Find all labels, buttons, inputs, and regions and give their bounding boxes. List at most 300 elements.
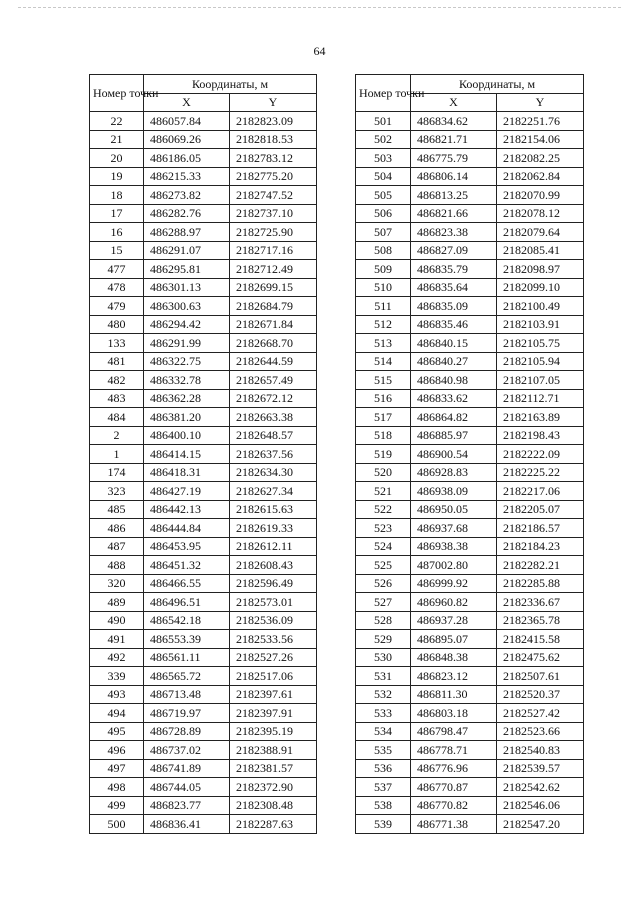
y-coordinate-cell: 2182663.38 — [230, 408, 317, 427]
y-coordinate-cell: 2182222.09 — [497, 445, 584, 464]
point-number-cell: 505 — [356, 186, 411, 205]
point-number-cell: 499 — [90, 796, 144, 815]
y-coordinate-cell: 2182251.76 — [497, 112, 584, 131]
x-coordinate-cell: 486770.87 — [411, 778, 497, 797]
y-coordinate-cell: 2182082.25 — [497, 149, 584, 168]
table-row — [356, 315, 584, 334]
point-number-cell: 323 — [90, 482, 144, 501]
x-coordinate-cell: 486938.09 — [411, 482, 497, 501]
y-coordinate-cell: 2182381.57 — [230, 759, 317, 778]
x-coordinate-cell: 486300.63 — [144, 297, 230, 316]
table-row — [356, 500, 584, 519]
x-coordinate-cell: 486444.84 — [144, 519, 230, 538]
x-coordinate-cell: 486864.82 — [411, 408, 497, 427]
y-coordinate-cell: 2182163.89 — [497, 408, 584, 427]
table-row — [356, 426, 584, 445]
table-row — [356, 648, 584, 667]
y-coordinate-cell: 2182282.21 — [497, 556, 584, 575]
table-row — [356, 352, 584, 371]
y-coordinate-cell: 2182717.16 — [230, 241, 317, 260]
x-coordinate-cell: 486542.18 — [144, 611, 230, 630]
table-row — [90, 204, 317, 223]
point-number-cell: 501 — [356, 112, 411, 131]
x-coordinate-cell: 486294.42 — [144, 315, 230, 334]
table-row — [356, 130, 584, 149]
table-row — [356, 630, 584, 649]
y-coordinate-cell: 2182608.43 — [230, 556, 317, 575]
x-coordinate-cell: 486414.15 — [144, 445, 230, 464]
table-row — [90, 408, 317, 427]
header-coordinates: Координаты, м — [411, 75, 584, 94]
table-row — [356, 167, 584, 186]
table-row — [90, 315, 317, 334]
table-row — [90, 759, 317, 778]
x-coordinate-cell: 486057.84 — [144, 112, 230, 131]
table-row — [90, 500, 317, 519]
x-coordinate-cell: 486811.30 — [411, 685, 497, 704]
table-row — [356, 537, 584, 556]
table-row — [356, 186, 584, 205]
header-y: Y — [497, 93, 584, 112]
x-coordinate-cell: 486332.78 — [144, 371, 230, 390]
point-number-cell: 538 — [356, 796, 411, 815]
header-point-number: Номер точки — [90, 75, 144, 112]
x-coordinate-cell: 486835.09 — [411, 297, 497, 316]
table-row — [356, 519, 584, 538]
table-row — [356, 297, 584, 316]
y-coordinate-cell: 2182612.11 — [230, 537, 317, 556]
y-coordinate-cell: 2182527.42 — [497, 704, 584, 723]
point-number-cell: 477 — [90, 260, 144, 279]
x-coordinate-cell: 486561.11 — [144, 648, 230, 667]
point-number-cell: 530 — [356, 648, 411, 667]
y-coordinate-cell: 2182070.99 — [497, 186, 584, 205]
point-number-cell: 513 — [356, 334, 411, 353]
point-number-cell: 2 — [90, 426, 144, 445]
y-coordinate-cell: 2182657.49 — [230, 371, 317, 390]
x-coordinate-cell: 486291.99 — [144, 334, 230, 353]
x-coordinate-cell: 486821.71 — [411, 130, 497, 149]
point-number-cell: 19 — [90, 167, 144, 186]
point-number-cell: 494 — [90, 704, 144, 723]
table-row — [356, 685, 584, 704]
point-number-cell: 490 — [90, 611, 144, 630]
y-coordinate-cell: 2182648.57 — [230, 426, 317, 445]
point-number-cell: 506 — [356, 204, 411, 223]
x-coordinate-cell: 486776.96 — [411, 759, 497, 778]
table-body — [90, 112, 317, 834]
table-row — [90, 815, 317, 834]
table-row — [90, 796, 317, 815]
point-number-cell: 528 — [356, 611, 411, 630]
y-coordinate-cell: 2182520.37 — [497, 685, 584, 704]
coordinates-table-right — [355, 74, 584, 834]
y-coordinate-cell: 2182103.91 — [497, 315, 584, 334]
x-coordinate-cell: 486713.48 — [144, 685, 230, 704]
y-coordinate-cell: 2182725.90 — [230, 223, 317, 242]
y-coordinate-cell: 2182062.84 — [497, 167, 584, 186]
x-coordinate-cell: 486813.25 — [411, 186, 497, 205]
point-number-cell: 539 — [356, 815, 411, 834]
point-number-cell: 484 — [90, 408, 144, 427]
y-coordinate-cell: 2182619.33 — [230, 519, 317, 538]
table-row — [356, 556, 584, 575]
table-row — [356, 741, 584, 760]
header-y: Y — [230, 93, 317, 112]
table-row — [90, 334, 317, 353]
header-point-number: Номер точки — [356, 75, 411, 112]
y-coordinate-cell: 2182225.22 — [497, 463, 584, 482]
point-number-cell: 536 — [356, 759, 411, 778]
table-row — [90, 112, 317, 131]
x-coordinate-cell: 486937.68 — [411, 519, 497, 538]
x-coordinate-cell: 486823.77 — [144, 796, 230, 815]
y-coordinate-cell: 2182107.05 — [497, 371, 584, 390]
y-coordinate-cell: 2182672.12 — [230, 389, 317, 408]
point-number-cell: 482 — [90, 371, 144, 390]
x-coordinate-cell: 486427.19 — [144, 482, 230, 501]
x-coordinate-cell: 486835.46 — [411, 315, 497, 334]
point-number-cell: 526 — [356, 574, 411, 593]
table-row — [90, 722, 317, 741]
y-coordinate-cell: 2182100.49 — [497, 297, 584, 316]
x-coordinate-cell: 486215.33 — [144, 167, 230, 186]
y-coordinate-cell: 2182523.66 — [497, 722, 584, 741]
x-coordinate-cell: 486835.64 — [411, 278, 497, 297]
x-coordinate-cell: 486451.32 — [144, 556, 230, 575]
point-number-cell: 537 — [356, 778, 411, 797]
y-coordinate-cell: 2182217.06 — [497, 482, 584, 501]
x-coordinate-cell: 486848.38 — [411, 648, 497, 667]
y-coordinate-cell: 2182527.26 — [230, 648, 317, 667]
y-coordinate-cell: 2182507.61 — [497, 667, 584, 686]
y-coordinate-cell: 2182615.63 — [230, 500, 317, 519]
x-coordinate-cell: 486288.97 — [144, 223, 230, 242]
table-row — [90, 611, 317, 630]
table-row — [356, 241, 584, 260]
y-coordinate-cell: 2182154.06 — [497, 130, 584, 149]
point-number-cell: 533 — [356, 704, 411, 723]
x-coordinate-cell: 486553.39 — [144, 630, 230, 649]
y-coordinate-cell: 2182533.56 — [230, 630, 317, 649]
table-body — [356, 112, 584, 834]
table-row — [356, 389, 584, 408]
point-number-cell: 523 — [356, 519, 411, 538]
table-row — [90, 648, 317, 667]
x-coordinate-cell: 486834.62 — [411, 112, 497, 131]
point-number-cell: 509 — [356, 260, 411, 279]
y-coordinate-cell: 2182668.70 — [230, 334, 317, 353]
y-coordinate-cell: 2182783.12 — [230, 149, 317, 168]
x-coordinate-cell: 486840.98 — [411, 371, 497, 390]
x-coordinate-cell: 486744.05 — [144, 778, 230, 797]
y-coordinate-cell: 2182079.64 — [497, 223, 584, 242]
point-number-cell: 535 — [356, 741, 411, 760]
point-number-cell: 487 — [90, 537, 144, 556]
y-coordinate-cell: 2182397.91 — [230, 704, 317, 723]
x-coordinate-cell: 486895.07 — [411, 630, 497, 649]
table-row — [356, 778, 584, 797]
table-row — [90, 704, 317, 723]
x-coordinate-cell: 486950.05 — [411, 500, 497, 519]
point-number-cell: 492 — [90, 648, 144, 667]
table-row — [356, 796, 584, 815]
table-row — [356, 371, 584, 390]
header-x: X — [144, 93, 230, 112]
point-number-cell: 493 — [90, 685, 144, 704]
header-x: X — [411, 93, 497, 112]
x-coordinate-cell: 486833.62 — [411, 389, 497, 408]
y-coordinate-cell: 2182308.48 — [230, 796, 317, 815]
y-coordinate-cell: 2182573.01 — [230, 593, 317, 612]
y-coordinate-cell: 2182388.91 — [230, 741, 317, 760]
x-coordinate-cell: 486418.31 — [144, 463, 230, 482]
y-coordinate-cell: 2182198.43 — [497, 426, 584, 445]
coordinates-table-left — [89, 74, 317, 834]
x-coordinate-cell: 486719.97 — [144, 704, 230, 723]
x-coordinate-cell: 486282.76 — [144, 204, 230, 223]
table-row — [356, 223, 584, 242]
y-coordinate-cell: 2182712.49 — [230, 260, 317, 279]
point-number-cell: 504 — [356, 167, 411, 186]
x-coordinate-cell: 486885.97 — [411, 426, 497, 445]
table-row — [356, 463, 584, 482]
y-coordinate-cell: 2182644.59 — [230, 352, 317, 371]
table-row — [90, 297, 317, 316]
y-coordinate-cell: 2182105.75 — [497, 334, 584, 353]
x-coordinate-cell: 486295.81 — [144, 260, 230, 279]
point-number-cell: 15 — [90, 241, 144, 260]
point-number-cell: 320 — [90, 574, 144, 593]
y-coordinate-cell: 2182547.20 — [497, 815, 584, 834]
table-row — [90, 278, 317, 297]
y-coordinate-cell: 2182737.10 — [230, 204, 317, 223]
y-coordinate-cell: 2182671.84 — [230, 315, 317, 334]
x-coordinate-cell: 486400.10 — [144, 426, 230, 445]
y-coordinate-cell: 2182112.71 — [497, 389, 584, 408]
y-coordinate-cell: 2182287.63 — [230, 815, 317, 834]
table-row — [90, 371, 317, 390]
table-row — [90, 519, 317, 538]
point-number-cell: 502 — [356, 130, 411, 149]
x-coordinate-cell: 486835.79 — [411, 260, 497, 279]
table-row — [90, 685, 317, 704]
point-number-cell: 518 — [356, 426, 411, 445]
point-number-cell: 520 — [356, 463, 411, 482]
x-coordinate-cell: 486960.82 — [411, 593, 497, 612]
point-number-cell: 496 — [90, 741, 144, 760]
x-coordinate-cell: 486496.51 — [144, 593, 230, 612]
x-coordinate-cell: 486770.82 — [411, 796, 497, 815]
point-number-cell: 525 — [356, 556, 411, 575]
y-coordinate-cell: 2182684.79 — [230, 297, 317, 316]
table-row — [90, 130, 317, 149]
y-coordinate-cell: 2182775.20 — [230, 167, 317, 186]
table-row — [90, 389, 317, 408]
point-number-cell: 521 — [356, 482, 411, 501]
y-coordinate-cell: 2182540.83 — [497, 741, 584, 760]
x-coordinate-cell: 486186.05 — [144, 149, 230, 168]
y-coordinate-cell: 2182546.06 — [497, 796, 584, 815]
table-row — [90, 426, 317, 445]
y-coordinate-cell: 2182285.88 — [497, 574, 584, 593]
table-row — [356, 574, 584, 593]
x-coordinate-cell: 486778.71 — [411, 741, 497, 760]
table-row — [90, 186, 317, 205]
y-coordinate-cell: 2182747.52 — [230, 186, 317, 205]
table-row — [90, 667, 317, 686]
y-coordinate-cell: 2182365.78 — [497, 611, 584, 630]
table-row — [356, 482, 584, 501]
top-divider — [18, 7, 621, 8]
y-coordinate-cell: 2182542.62 — [497, 778, 584, 797]
table-row — [356, 611, 584, 630]
point-number-cell: 133 — [90, 334, 144, 353]
y-coordinate-cell: 2182397.61 — [230, 685, 317, 704]
table-row — [356, 204, 584, 223]
x-coordinate-cell: 486442.13 — [144, 500, 230, 519]
point-number-cell: 485 — [90, 500, 144, 519]
point-number-cell: 524 — [356, 537, 411, 556]
point-number-cell: 497 — [90, 759, 144, 778]
y-coordinate-cell: 2182105.94 — [497, 352, 584, 371]
x-coordinate-cell: 486381.20 — [144, 408, 230, 427]
table-row — [90, 167, 317, 186]
x-coordinate-cell: 486836.41 — [144, 815, 230, 834]
point-number-cell: 488 — [90, 556, 144, 575]
y-coordinate-cell: 2182539.57 — [497, 759, 584, 778]
table-row — [356, 260, 584, 279]
y-coordinate-cell: 2182085.41 — [497, 241, 584, 260]
table-row — [356, 278, 584, 297]
point-number-cell: 534 — [356, 722, 411, 741]
x-coordinate-cell: 486362.28 — [144, 389, 230, 408]
x-coordinate-cell: 486840.27 — [411, 352, 497, 371]
x-coordinate-cell: 486322.75 — [144, 352, 230, 371]
x-coordinate-cell: 486728.89 — [144, 722, 230, 741]
y-coordinate-cell: 2182336.67 — [497, 593, 584, 612]
point-number-cell: 508 — [356, 241, 411, 260]
x-coordinate-cell: 486798.47 — [411, 722, 497, 741]
x-coordinate-cell: 486827.09 — [411, 241, 497, 260]
point-number-cell: 483 — [90, 389, 144, 408]
y-coordinate-cell: 2182517.06 — [230, 667, 317, 686]
point-number-cell: 522 — [356, 500, 411, 519]
x-coordinate-cell: 486803.18 — [411, 704, 497, 723]
table-row — [90, 556, 317, 575]
x-coordinate-cell: 486840.15 — [411, 334, 497, 353]
table-row — [90, 574, 317, 593]
table-row — [90, 537, 317, 556]
point-number-cell: 531 — [356, 667, 411, 686]
y-coordinate-cell: 2182818.53 — [230, 130, 317, 149]
point-number-cell: 498 — [90, 778, 144, 797]
table-row — [356, 704, 584, 723]
x-coordinate-cell: 486273.82 — [144, 186, 230, 205]
point-number-cell: 510 — [356, 278, 411, 297]
point-number-cell: 18 — [90, 186, 144, 205]
table-row — [356, 759, 584, 778]
x-coordinate-cell: 486937.28 — [411, 611, 497, 630]
table-row — [356, 149, 584, 168]
x-coordinate-cell: 486999.92 — [411, 574, 497, 593]
y-coordinate-cell: 2182637.56 — [230, 445, 317, 464]
table-row — [90, 352, 317, 371]
table-row — [90, 778, 317, 797]
point-number-cell: 20 — [90, 149, 144, 168]
table-row — [90, 593, 317, 612]
y-coordinate-cell: 2182205.07 — [497, 500, 584, 519]
point-number-cell: 514 — [356, 352, 411, 371]
x-coordinate-cell: 486291.07 — [144, 241, 230, 260]
y-coordinate-cell: 2182186.57 — [497, 519, 584, 538]
y-coordinate-cell: 2182098.97 — [497, 260, 584, 279]
x-coordinate-cell: 486821.66 — [411, 204, 497, 223]
x-coordinate-cell: 486928.83 — [411, 463, 497, 482]
table-row — [356, 593, 584, 612]
y-coordinate-cell: 2182184.23 — [497, 537, 584, 556]
y-coordinate-cell: 2182415.58 — [497, 630, 584, 649]
point-number-cell: 527 — [356, 593, 411, 612]
x-coordinate-cell: 486069.26 — [144, 130, 230, 149]
x-coordinate-cell: 486737.02 — [144, 741, 230, 760]
point-number-cell: 22 — [90, 112, 144, 131]
x-coordinate-cell: 486806.14 — [411, 167, 497, 186]
point-number-cell: 503 — [356, 149, 411, 168]
table-row — [356, 815, 584, 834]
x-coordinate-cell: 487002.80 — [411, 556, 497, 575]
y-coordinate-cell: 2182823.09 — [230, 112, 317, 131]
table-row — [90, 223, 317, 242]
page-number: 64 — [313, 44, 326, 58]
point-number-cell: 511 — [356, 297, 411, 316]
table-row — [356, 112, 584, 131]
x-coordinate-cell: 486453.95 — [144, 537, 230, 556]
point-number-cell: 489 — [90, 593, 144, 612]
y-coordinate-cell: 2182627.34 — [230, 482, 317, 501]
table-row — [356, 445, 584, 464]
y-coordinate-cell: 2182596.49 — [230, 574, 317, 593]
table-row — [356, 334, 584, 353]
point-number-cell: 500 — [90, 815, 144, 834]
point-number-cell: 495 — [90, 722, 144, 741]
table-row — [90, 741, 317, 760]
point-number-cell: 519 — [356, 445, 411, 464]
point-number-cell: 481 — [90, 352, 144, 371]
point-number-cell: 486 — [90, 519, 144, 538]
table-row — [90, 463, 317, 482]
y-coordinate-cell: 2182634.30 — [230, 463, 317, 482]
point-number-cell: 515 — [356, 371, 411, 390]
x-coordinate-cell: 486771.38 — [411, 815, 497, 834]
table-row — [356, 667, 584, 686]
table-row — [90, 482, 317, 501]
point-number-cell: 532 — [356, 685, 411, 704]
point-number-cell: 478 — [90, 278, 144, 297]
point-number-cell: 512 — [356, 315, 411, 334]
x-coordinate-cell: 486301.13 — [144, 278, 230, 297]
x-coordinate-cell: 486938.38 — [411, 537, 497, 556]
x-coordinate-cell: 486741.89 — [144, 759, 230, 778]
header-coordinates: Координаты, м — [144, 75, 317, 94]
point-number-cell: 517 — [356, 408, 411, 427]
table-row — [90, 630, 317, 649]
point-number-cell: 339 — [90, 667, 144, 686]
y-coordinate-cell: 2182078.12 — [497, 204, 584, 223]
point-number-cell: 491 — [90, 630, 144, 649]
point-number-cell: 529 — [356, 630, 411, 649]
y-coordinate-cell: 2182372.90 — [230, 778, 317, 797]
